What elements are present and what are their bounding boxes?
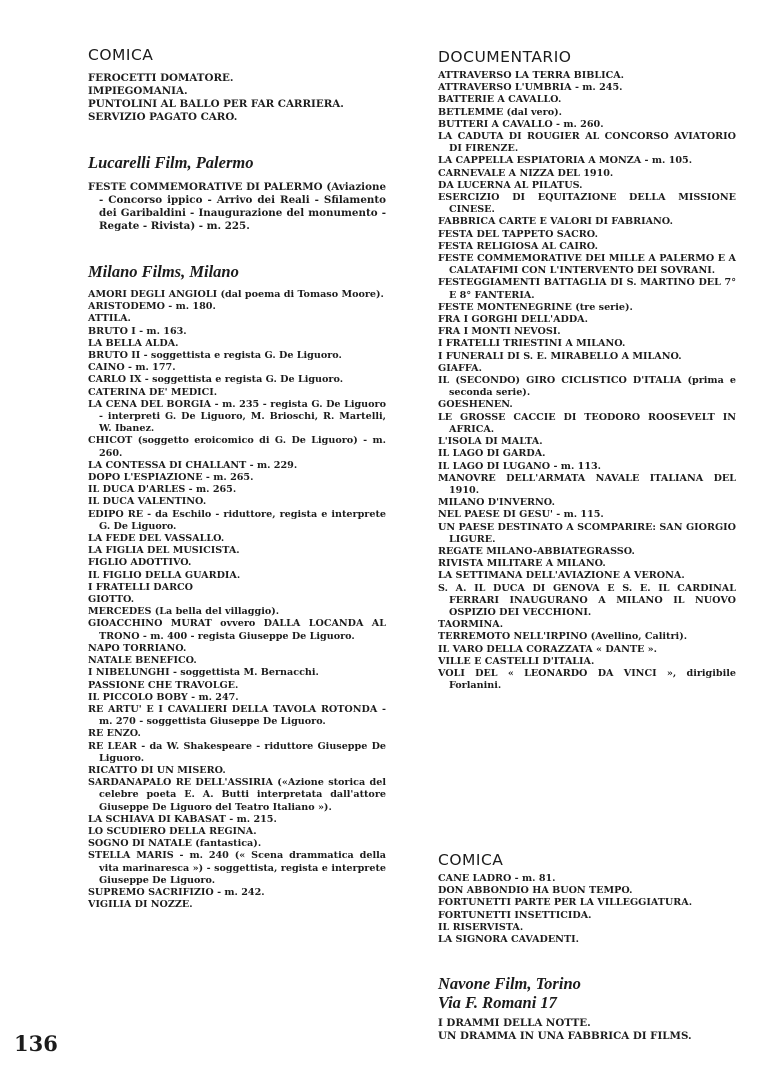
film-title: ARISTODEMO - m. 180. bbox=[88, 301, 216, 313]
film-title: STELLA MARIS - m. 240 (« Scena drammatica della vita marinaresca ») - soggettista, regista e interprete Giuseppe De Liguoro. bbox=[88, 850, 386, 886]
film-title: CATERINA DE' MEDICI. bbox=[88, 386, 218, 398]
film-title: I NIBELUNGHI - soggettista M. Bernacchi. bbox=[88, 667, 319, 679]
film-title: LE GROSSE CACCIE DI TEODORO ROOSEVELT IN AFRICA. bbox=[438, 411, 736, 435]
film-title: EDIPO RE - da Eschilo - riduttore, regista e interprete G. De Liguoro. bbox=[88, 508, 386, 532]
film-title: I FRATELLI TRIESTINI A MILANO. bbox=[438, 338, 626, 350]
film-title: CARLO IX - soggettista e regista G. De Liguoro. bbox=[88, 374, 344, 386]
film-title: CARNEVALE A NIZZA DEL 1910. bbox=[438, 167, 614, 179]
film-title: FABBRICA CARTE E VALORI DI FABRIANO. bbox=[438, 216, 673, 228]
film-title: UN PAESE DESTINATO A SCOMPARIRE: SAN GIORGIO LIGURE. bbox=[438, 521, 736, 545]
film-title: LA CADUTA DI ROUGIER AL CONCORSO AVIATORIO DI FIRENZE. bbox=[438, 131, 736, 155]
film-title: IL LAGO DI GARDA. bbox=[438, 448, 546, 460]
film-title: SARDANAPALO RE DELL'ASSIRIA («Azione storica del celebre poeta E. A. Butti interpretata dall'attore Giuseppe De Liguoro del Teatro Italiano »). bbox=[88, 777, 386, 813]
film-title: IL FIGLIO DELLA GUARDIA. bbox=[88, 569, 241, 581]
film-title: MERCEDES (La bella del villaggio). bbox=[88, 606, 280, 618]
film-title: S. A. IL DUCA DI GENOVA E S. E. IL CARDINAL FERRARI INAUGURANO A MILANO IL NUOVO OSPIZIO DEI VECCHIONI. bbox=[438, 582, 736, 618]
film-title: FESTE COMMEMORATIVE DI PALERMO (Aviazione - Concorso ippico - Arrivo dei Reali - Sfilamento dei Garibaldini - Inaugurazione del monumento - Regate - Rivista) - m. 225. bbox=[88, 181, 386, 232]
film-title: GIAFFA. bbox=[438, 362, 482, 374]
film-title: LA CENA DEL BORGIA - m. 235 - regista G. De Liguoro - interpreti G. De Liguoro, M. Brioschi, R. Martelli, W. Ibanez. bbox=[88, 398, 386, 435]
film-title: IL DUCA VALENTINO. bbox=[88, 496, 207, 508]
film-title: VIGILIA DI NOZZE. bbox=[88, 899, 193, 911]
film-title: IMPIEGOMANIA. bbox=[88, 85, 188, 97]
navone-film-heading: Navone Film, Torino bbox=[438, 974, 581, 993]
film-title: LA FEDE DEL VASSALLO. bbox=[88, 533, 225, 545]
film-title: AMORI DEGLI ANGIOLI (dal poema di Tomaso Moore). bbox=[88, 289, 384, 300]
film-title: RE LEAR - da W. Shakespeare - riduttore Giuseppe De Liguoro. bbox=[88, 740, 386, 764]
film-title: FESTA RELIGIOSA AL CAIRO. bbox=[438, 240, 598, 252]
film-title: LA SIGNORA CAVADENTI. bbox=[438, 934, 579, 946]
film-title: GIOACCHINO MURAT ovvero DALLA LOCANDA AL TRONO - m. 400 - regista Giuseppe De Liguoro. bbox=[88, 618, 386, 642]
navone-film-address: Via F. Romani 17 bbox=[438, 993, 557, 1012]
film-title: RIVISTA MILITARE A MILANO. bbox=[438, 558, 606, 570]
film-title: FESTEGGIAMENTI BATTAGLIA DI S. MARTINO DEL 7° E 8° FANTERIA. bbox=[438, 277, 736, 301]
film-title: IL PICCOLO BOBY - m. 247. bbox=[88, 691, 239, 703]
film-title: FORTUNETTI INSETTICIDA. bbox=[438, 909, 592, 921]
film-title: LA CONTESSA DI CHALLANT - m. 229. bbox=[88, 459, 298, 471]
film-title: NEL PAESE DI GESU' - m. 115. bbox=[438, 509, 604, 521]
film-title: DOPO L'ESPIAZIONE - m. 265. bbox=[88, 472, 254, 484]
film-title: I DRAMMI DELLA NOTTE. bbox=[438, 1017, 591, 1029]
film-title: BRUTO II - soggettista e regista G. De Liguoro. bbox=[88, 350, 342, 362]
film-title: FESTE MONTENEGRINE (tre serie). bbox=[438, 301, 633, 313]
film-title: PASSIONE CHE TRAVOLGE. bbox=[88, 679, 239, 691]
film-title: RE ENZO. bbox=[88, 728, 141, 740]
film-title: FIGLIO ADOTTIVO. bbox=[88, 557, 192, 569]
film-title: BUTTERI A CAVALLO - m. 260. bbox=[438, 118, 604, 130]
film-title: IL (SECONDO) GIRO CICLISTICO D'ITALIA (prima e seconda serie). bbox=[438, 375, 736, 399]
film-title: FESTE COMMEMORATIVE DEI MILLE A PALERMO E A CALATAFIMI CON L'INTERVENTO DEI SOVRANI. bbox=[438, 253, 736, 277]
film-title: LA SETTIMANA DELL'AVIAZIONE A VERONA. bbox=[438, 570, 685, 582]
film-title: VOLI DEL « LEONARDO DA VINCI », dirigibile Forlanini. bbox=[438, 667, 736, 692]
film-title: DA LUCERNA AL PILATUS. bbox=[438, 179, 583, 191]
film-title: MILANO D'INVERNO. bbox=[438, 497, 555, 509]
navone-film-list bbox=[438, 1017, 736, 1043]
page-number: 136 bbox=[14, 1031, 58, 1056]
film-title: CAINO - m. 177. bbox=[88, 362, 176, 374]
film-title: NATALE BENEFICO. bbox=[88, 655, 197, 667]
comica-section-heading-right: COMICA bbox=[438, 851, 504, 869]
film-title: BETLEMME (dal vero). bbox=[438, 106, 562, 118]
film-title: LA SCHIAVA DI KABASAT - m. 215. bbox=[88, 813, 277, 825]
film-title: IL LAGO DI LUGANO - m. 113. bbox=[438, 460, 602, 472]
film-title: IL RISERVISTA. bbox=[438, 921, 524, 933]
milano-films-heading: Milano Films, Milano bbox=[88, 262, 239, 281]
lucarelli-film-heading: Lucarelli Film, Palermo bbox=[88, 153, 254, 172]
film-title: BATTERIE A CAVALLO. bbox=[438, 94, 562, 106]
film-title: DON ABBONDIO HA BUON TEMPO. bbox=[438, 885, 633, 897]
milano-films-list bbox=[88, 289, 386, 911]
film-title: NAPO TORRIANO. bbox=[88, 642, 187, 654]
documentario-section-heading: DOCUMENTARIO bbox=[438, 48, 572, 66]
film-title: RICATTO DI UN MISERO. bbox=[88, 764, 226, 776]
documentario-film-list bbox=[438, 70, 736, 692]
film-title: ESERCIZIO DI EQUITAZIONE DELLA MISSIONE CINESE. bbox=[438, 192, 736, 216]
film-title: LO SCUDIERO DELLA REGINA. bbox=[88, 825, 257, 837]
film-title: LA CAPPELLA ESPIATORIA A MONZA - m. 105. bbox=[438, 155, 693, 167]
film-title: ATTRAVERSO LA TERRA BIBLICA. bbox=[438, 70, 624, 81]
film-title: L'ISOLA DI MALTA. bbox=[438, 436, 543, 448]
film-title: SOGNO DI NATALE (fantastica). bbox=[88, 838, 262, 850]
film-title: IL DUCA D'ARLES - m. 265. bbox=[88, 484, 237, 496]
film-title: MANOVRE DELL'ARMATA NAVALE ITALIANA DEL 1910. bbox=[438, 472, 736, 496]
film-title: SERVIZIO PAGATO CARO. bbox=[88, 111, 238, 123]
film-title: BRUTO I - m. 163. bbox=[88, 325, 187, 337]
film-title: FRA I MONTI NEVOSI. bbox=[438, 326, 561, 338]
film-title: ATTRAVERSO L'UMBRIA - m. 245. bbox=[438, 82, 623, 94]
lucarelli-film-list bbox=[88, 181, 386, 233]
film-title: FRA I GORGHI DELL'ADDA. bbox=[438, 314, 588, 326]
film-title: TAORMINA. bbox=[438, 619, 504, 631]
film-title: TERREMOTO NELL'IRPINO (Avellino, Calitri). bbox=[438, 631, 688, 643]
film-title: RE ARTU' E I CAVALIERI DELLA TAVOLA ROTONDA - m. 270 - soggettista Giuseppe De Liguoro. bbox=[88, 703, 386, 728]
film-title: GIOTTO. bbox=[88, 594, 135, 606]
film-title: GOESHENEN. bbox=[438, 399, 513, 411]
film-title: LA FIGLIA DEL MUSICISTA. bbox=[88, 545, 240, 557]
film-title: CHICOT (soggetto eroicomico di G. De Liguoro) - m. 260. bbox=[88, 435, 386, 459]
film-title: LA BELLA ALDA. bbox=[88, 337, 179, 349]
film-title: FORTUNETTI PARTE PER LA VILLEGGIATURA. bbox=[438, 897, 693, 909]
film-title: UN DRAMMA IN UNA FABBRICA DI FILMS. bbox=[438, 1030, 692, 1042]
comica-section-heading: COMICA bbox=[88, 46, 154, 64]
comica-film-list bbox=[88, 72, 386, 124]
film-title: VILLE E CASTELLI D'ITALIA. bbox=[438, 655, 595, 667]
film-title: SUPREMO SACRIFIZIO - m. 242. bbox=[88, 886, 265, 898]
film-title: REGATE MILANO-ABBIATEGRASSO. bbox=[438, 545, 635, 557]
film-title: I FRATELLI DARCO bbox=[88, 581, 194, 593]
film-title: I FUNERALI DI S. E. MIRABELLO A MILANO. bbox=[438, 350, 682, 362]
film-title: IL VARO DELLA CORAZZATA « DANTE ». bbox=[438, 643, 658, 655]
film-title: FEROCETTI DOMATORE. bbox=[88, 72, 234, 84]
film-title: CANE LADRO - m. 81. bbox=[438, 873, 556, 884]
film-title: ATTILA. bbox=[88, 313, 131, 325]
film-title: PUNTOLINI AL BALLO PER FAR CARRIERA. bbox=[88, 98, 344, 110]
comica-film-list-right bbox=[438, 873, 736, 946]
film-title: FESTA DEL TAPPETO SACRO. bbox=[438, 228, 598, 240]
